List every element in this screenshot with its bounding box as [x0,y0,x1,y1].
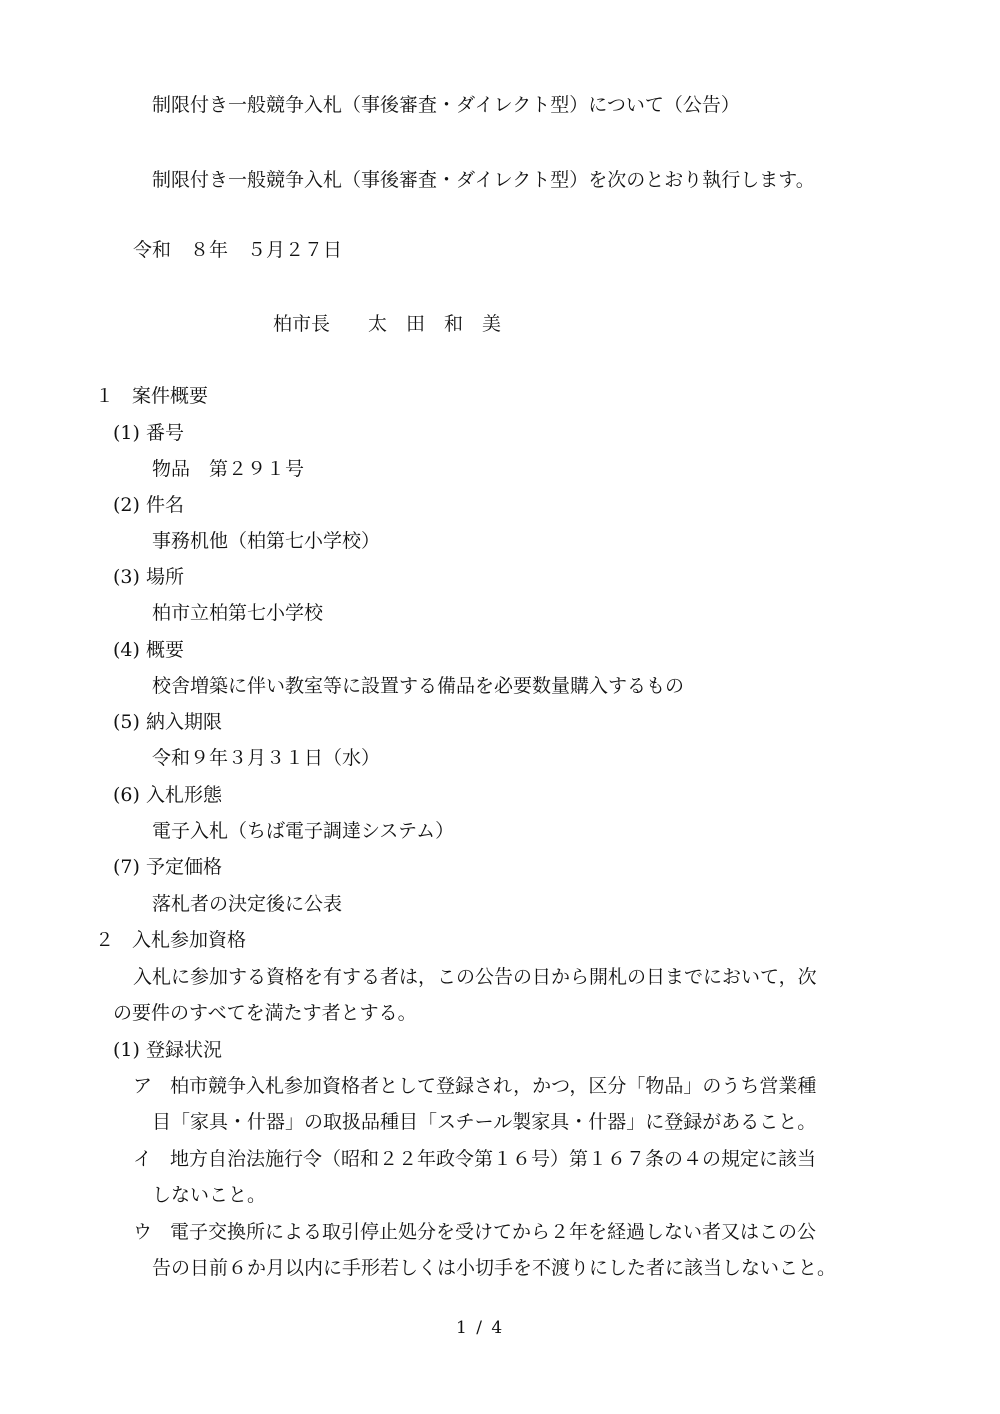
requirement-continuation: 告の日前６か月以内に手形若しくは小切手を不渡りにした者に該当しないこと。 [152,1257,837,1279]
item-heading [113,568,184,587]
item-heading [113,424,184,443]
item-heading [113,641,184,660]
item-number: (3) [113,566,140,588]
item-label: 件名 [145,494,184,516]
section-2-intro-line: の要件のすべてを満たす者とする。 [113,1002,417,1024]
item-heading [113,858,222,877]
requirement-mark: ウ [133,1221,153,1243]
requirement-mark: ア [133,1075,153,1097]
requirement-text: 柏市競争入札参加資格者として登録され，かつ，区分「物品」のうち営業種 [170,1075,817,1097]
section-number: １ [95,385,115,407]
item-value: 令和９年３月３１日（水） [152,747,381,769]
item-heading [113,496,184,515]
requirement-continuation: 目「家具・什器」の取扱品種目「スチール製家具・什器」に登録があること。 [152,1111,817,1133]
section-2-intro-line: 入札に参加する資格を有する者は，この公告の日から開札の日までにおいて，次 [133,966,817,988]
section-1-heading [95,387,208,406]
item-label: 納入期限 [145,711,222,733]
item-label: 番号 [145,422,184,444]
requirement-continuation: しないこと。 [152,1184,267,1206]
item-label: 場所 [145,566,184,588]
requirement-text: 電子交換所による取引停止処分を受けてから２年を経過しない者又はこの公 [170,1221,817,1243]
item-label: 予定価格 [145,856,222,878]
requirement-mark: イ [133,1148,153,1170]
item-value: 落札者の決定後に公表 [152,893,343,915]
sub-heading [113,1041,222,1060]
item-value: 事務机他（柏第七小学校） [152,530,381,552]
item-number: (1) [113,422,140,444]
requirement-line [133,1077,816,1096]
section-title: 案件概要 [132,385,209,407]
requirement-line [133,1223,816,1242]
document-title: 制限付き一般競争入札（事後審査・ダイレクト型）について（公告） [152,94,740,116]
item-number: (6) [113,784,140,806]
item-value: 電子入札（ちば電子調達システム） [152,820,455,842]
item-number: (1) [113,1039,140,1061]
item-value: 物品 第２９１号 [152,458,305,480]
issuer-name: 柏市長 太 田 和 美 [273,313,502,335]
item-number: (2) [113,494,140,516]
item-heading [113,713,222,732]
page-number: 1 / 4 [456,1318,505,1338]
notice-date: 令和 ８年 ５月２７日 [133,239,343,261]
section-2-heading [95,931,246,950]
requirement-line [133,1150,816,1169]
item-number: (7) [113,856,140,878]
intro-sentence: 制限付き一般競争入札（事後審査・ダイレクト型）を次のとおり執行します。 [152,169,815,191]
item-heading [113,786,222,805]
requirement-text: 地方自治法施行令（昭和２２年政令第１６号）第１６７条の４の規定に該当 [170,1148,817,1170]
section-number: ２ [95,929,115,951]
item-number: (5) [113,711,140,733]
item-label: 登録状況 [145,1039,222,1061]
item-label: 入札形態 [145,784,222,806]
item-label: 概要 [145,639,184,661]
item-number: (4) [113,639,140,661]
section-title: 入札参加資格 [132,929,247,951]
item-value: 校舎増築に伴い教室等に設置する備品を必要数量購入するもの [152,675,685,697]
item-value: 柏市立柏第七小学校 [152,602,324,624]
